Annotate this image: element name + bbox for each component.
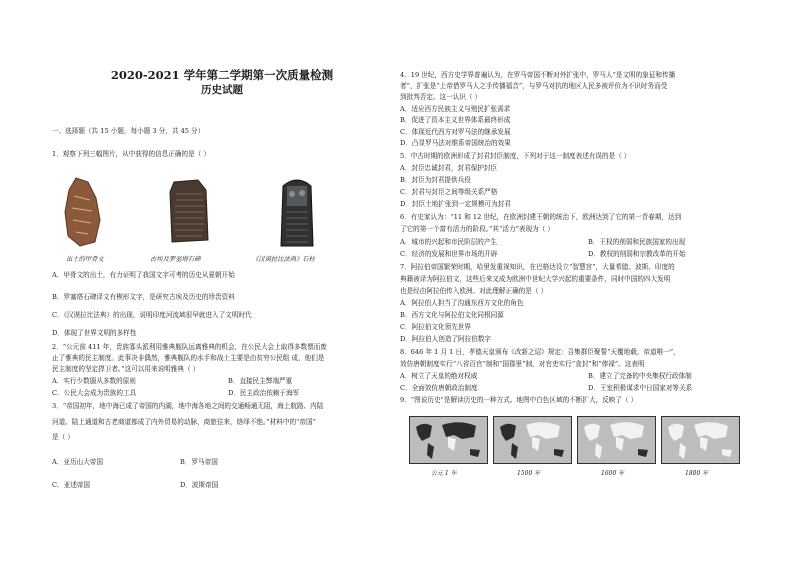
section-heading: 一、选择题（共 15 小题，每小题 3 分，共 45 分） <box>52 127 205 135</box>
q8-option-b: B．建立了完备的中央集权行政体制 <box>588 372 692 380</box>
q1-option-a: A．甲骨文的出土，有力证明了我国文字可考的历史从夏朝开始 <box>52 271 235 279</box>
q1-option-d: D．体现了世界文明的多样性 <box>52 329 137 337</box>
q7-option-d: D．阿拉伯人创造了阿拉伯数字 <box>400 335 492 343</box>
q1-option-c: C．《汉谟拉比法典》的出现，说明印度河流域很早就进入了文明时代 <box>52 311 252 319</box>
q4-line-2: 者”，扩张是“上帝借罗马人之手传播福音”，与罗马对抗的地区人民多被评价为不识时务而受 <box>400 82 668 90</box>
q6-line-1: 6．有史家认为：“11 和 12 世纪，在欧洲封建王朝的统治下，欧洲达到了它的第一青春期，达到 <box>400 213 682 221</box>
world-map-1 <box>409 416 488 464</box>
oracle-bone-image <box>62 176 102 248</box>
q2-option-b: B．直接民主弊端严重 <box>228 377 293 385</box>
world-map-3 <box>577 416 656 464</box>
q5-option-b: B．封臣为封君提供兵役 <box>400 176 471 184</box>
q8-option-d: D．王室积极谋求中日国家对等关系 <box>588 384 693 392</box>
world-maps-strip <box>409 416 739 482</box>
q1-option-b: B．罗塞塔石碑译文有楔形文字，是研究古埃及历史的珍贵资料 <box>52 293 235 301</box>
q4-option-a: A．适应西方民族主义与殖民扩张需求 <box>400 105 511 113</box>
map-label-1: 公元 1 年 <box>431 470 457 477</box>
map-label-4: 1800 年 <box>685 470 709 477</box>
q2-line-1: 2．“公元前 411 年，贵族寡头派利用雅典舰队远离雅典的机会，在公民大会上取得多数票而废 <box>52 343 327 351</box>
q3-line-1: 3．“帝国初年，地中海已成了帝国的内湖，地中海各地之间的交通畅通无阻，海上航路、内陆 <box>52 402 324 410</box>
q8-option-c: C．全面效仿唐朝政治制度 <box>400 384 478 392</box>
q9-stem: 9．“图说历史”是解读历史的一种方式。地图中白色区域的不断扩大，反映了（ ） <box>400 396 638 404</box>
hammurabi-stele-image <box>277 176 317 248</box>
rosetta-stone-image <box>168 178 210 244</box>
q2-line-2: 止了雅典的民主制度。此事决非偶然，雅典舰队的水手和战士主要是由贫穷公民组 成，他们是 <box>52 354 325 362</box>
q3-line-3: 是（ ） <box>52 433 74 441</box>
q6-option-d: D．教权的削弱和宗教改革的开始 <box>588 250 686 258</box>
map-label-2: 1500 年 <box>517 470 541 477</box>
exam-subject: 历史试题 <box>201 84 243 96</box>
q6-option-b: B．王权的削弱和民族国家的出现 <box>588 238 686 246</box>
q5-option-d: D．封臣土地扩张到一定规模可为封君 <box>400 200 511 208</box>
exam-title: 2020-2021 学年第二学期第一次质量检测 <box>110 68 334 82</box>
q5-option-a: A．封臣忠诚封君，封君保护封臣 <box>400 164 498 172</box>
q4-option-d: D．凸显罗马法对维系帝国统治的效果 <box>400 139 511 147</box>
caption-rosetta-stone: 古埃及罗塞塔石碑 <box>150 256 201 263</box>
q3-line-2: 河道、陆上通道和古老商道都成了内外贸易的动脉，商旅往来，络绎不绝。”材料中的“帝国” <box>52 418 316 426</box>
q7-option-b: B．西方文化与阿拉伯文化同根同源 <box>400 311 504 319</box>
caption-oracle-bone: 出土的甲骨文 <box>66 256 104 263</box>
q6-line-2: 了它的第一个富有活力的阶段。”其“活力”表现为（ ） <box>400 225 554 233</box>
q3-option-c: C．亚述帝国 <box>52 481 91 489</box>
q7-line-1: 7．阿拉伯帝国繁荣时期，哈里发重视知识，在巴格达设立“智慧宫”，大量希腊、波斯、印度的 <box>400 263 675 271</box>
q3-option-b: B．罗马帝国 <box>180 458 218 466</box>
q6-option-a: A．城市的兴起和市民阶层的产生 <box>400 238 498 246</box>
q4-line-3: 到批判否定。这一认识（ ） <box>400 93 482 101</box>
q7-line-2: 典籍被译为阿拉伯文，这些后来又成为欧洲中世纪大学兴起的重要条件，同时中国的四大发明 <box>400 275 671 283</box>
world-map-4 <box>661 416 740 464</box>
caption-hammurabi: 《汉谟拉比法典》石柱 <box>252 256 315 263</box>
q7-option-a: A．阿拉伯人担当了沟通东西方文化的角色 <box>400 299 524 307</box>
q4-option-c: C．体现近代西方对罗马法的继承发展 <box>400 128 511 136</box>
q2-option-a: A．实行少数服从多数的原则 <box>52 377 136 385</box>
q1-stem: 1．观察下列三幅图片，从中获得的信息正确的是（ ） <box>52 150 210 158</box>
q8-line-1: 8．646 年 1 月 1 日，孝德天皇颁布《改新之诏》规定：召集群臣聚誓“天覆地载，帝道唯一”， <box>400 348 680 356</box>
world-map-2 <box>493 416 572 464</box>
q4-line-1: 4．19 世纪，西方史学界普遍认为，在罗马帝国不断对外扩张中，罗马人“是文明的象征和传播 <box>400 71 676 79</box>
q2-option-d: D．民主政治依赖于海军 <box>228 389 300 397</box>
q3-option-a: A．亚历山大帝国 <box>52 458 103 466</box>
q4-option-b: B．促进了资本主义世界体系最终形成 <box>400 116 511 124</box>
q7-line-3: 也是经由阿拉伯传入欧洲。对此理解正确的是（ ） <box>400 287 548 295</box>
q7-option-c: C．阿拉伯文化领先世界 <box>400 323 471 331</box>
q3-option-d: D．波斯帝国 <box>180 481 219 489</box>
q2-option-c: C．公民大会成为贵族的工具 <box>52 389 137 397</box>
q5-stem: 5．中古时期的欧洲形成了封君封臣制度，下列对于这一制度表述有误的是（ ） <box>400 152 631 160</box>
map-label-3: 1600 年 <box>601 470 625 477</box>
q5-option-c: C．封君与封臣之间等级关系严格 <box>400 188 498 196</box>
q6-option-c: C．经济的发展和世界市场的开辟 <box>400 250 498 258</box>
q8-line-2: 效仿唐朝制度实行“八省百官”制和“国郡里”制，对官吏实行“食封”和“俸禄”。这表明 <box>400 360 645 368</box>
q2-line-3: 民主制度的坚定捍卫者。”这可以用来说明雅典（ ） <box>52 365 200 373</box>
q8-option-a: A．树立了天皇的绝对权威 <box>400 372 478 380</box>
